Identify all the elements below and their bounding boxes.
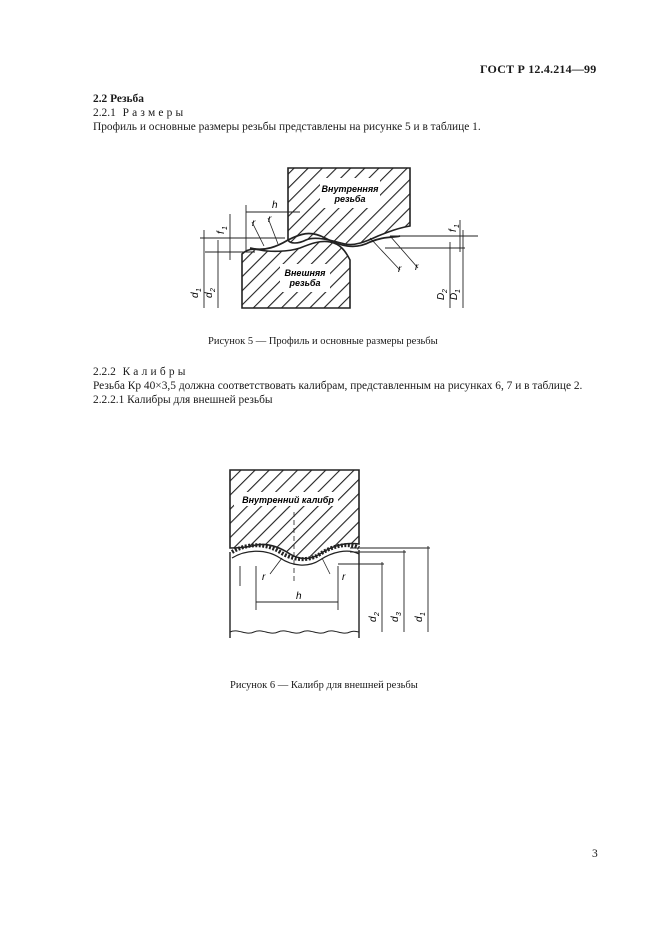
dim-f1-left-sub: 1 <box>222 226 229 230</box>
dim-r-label-2: r <box>268 214 272 225</box>
dim-d2-sub: 2 <box>210 288 217 292</box>
dim-d2-letter: d <box>204 292 215 298</box>
dim-D2 <box>436 289 449 300</box>
dim-f1-right <box>448 224 461 232</box>
dim-r-label-left: r <box>262 572 266 583</box>
dim-r-label-right: r <box>342 572 346 583</box>
dim-r-label-1: r <box>252 218 256 229</box>
dim-d1 <box>414 612 427 622</box>
dim-h-label: h <box>272 200 278 211</box>
label-internal-1: Внутренняя <box>321 184 379 194</box>
figure-6-gauge <box>220 462 440 640</box>
dim-d2 <box>204 288 217 298</box>
figure-6-caption: Рисунок 6 — Калибр для внешней резьбы <box>230 680 418 691</box>
dim-f1-right-letter: f <box>448 229 459 232</box>
dim-d3-letter: d <box>390 616 401 622</box>
dim-D1 <box>449 289 462 300</box>
dim-D2-letter: D <box>436 292 447 300</box>
dim-d3-sub: 3 <box>396 612 403 616</box>
dim-D1-letter: D <box>449 292 460 300</box>
radius-leader-4 <box>390 236 418 268</box>
section-2-2-1-title: Размеры <box>122 107 187 119</box>
dim-d3 <box>390 612 403 622</box>
section-2-2-2-title: Калибры <box>122 366 189 378</box>
section-2-2-title: 2.2 Резьба <box>93 93 144 105</box>
label-gauge: Внутренний калибр <box>242 495 334 505</box>
dim-D2-sub: 2 <box>442 289 449 293</box>
dim-f1-left-letter: f <box>216 231 227 234</box>
dim-r-label-3: r <box>398 264 402 275</box>
section-2-2-2-body: Резьба Кр 40×3,5 должна соответствовать калибрам, представленным на рисунках 6, 7 и в таблице 2. <box>93 380 583 392</box>
dim-f1-left <box>216 226 229 234</box>
section-2-2-2-1-title: 2.2.2.1 Калибры для внешней резьбы <box>93 394 273 406</box>
label-internal-2: резьба <box>334 194 366 204</box>
dim-d1-letter: d <box>190 292 201 298</box>
dim-r-label-4: r <box>415 262 419 273</box>
radius-leader-left <box>270 558 282 574</box>
dim-d2-letter: d <box>368 616 379 622</box>
radius-leader-right <box>322 558 330 574</box>
dim-d1-sub: 1 <box>420 612 427 616</box>
figure-5-thread-profile <box>160 160 490 335</box>
dim-d1-sub: 1 <box>196 288 203 292</box>
section-2-2-1-number: 2.2.1 <box>93 107 116 119</box>
section-2-2-1-heading <box>93 106 186 121</box>
dim-d1 <box>190 288 203 298</box>
section-2-2-1-body: Профиль и основные размеры резьбы представлены на рисунке 5 и в таблице 1. <box>93 121 481 133</box>
dim-h-label: h <box>296 591 302 602</box>
page-number: 3 <box>592 848 598 860</box>
label-external-1: Внешняя <box>284 268 326 278</box>
dim-f1-right-sub: 1 <box>454 224 461 228</box>
section-2-2-2-heading <box>93 365 189 380</box>
section-2-2-2-number: 2.2.2 <box>93 366 116 378</box>
document-code: ГОСТ Р 12.4.214—99 <box>480 62 597 76</box>
break-line <box>230 631 359 633</box>
label-external-2: резьба <box>289 278 321 288</box>
dim-D1-sub: 1 <box>455 289 462 293</box>
dim-d1-letter: d <box>414 616 425 622</box>
dim-d2-sub: 2 <box>374 612 381 616</box>
figure-5-caption: Рисунок 5 — Профиль и основные размеры резьбы <box>208 336 438 347</box>
dim-d2 <box>368 612 381 622</box>
